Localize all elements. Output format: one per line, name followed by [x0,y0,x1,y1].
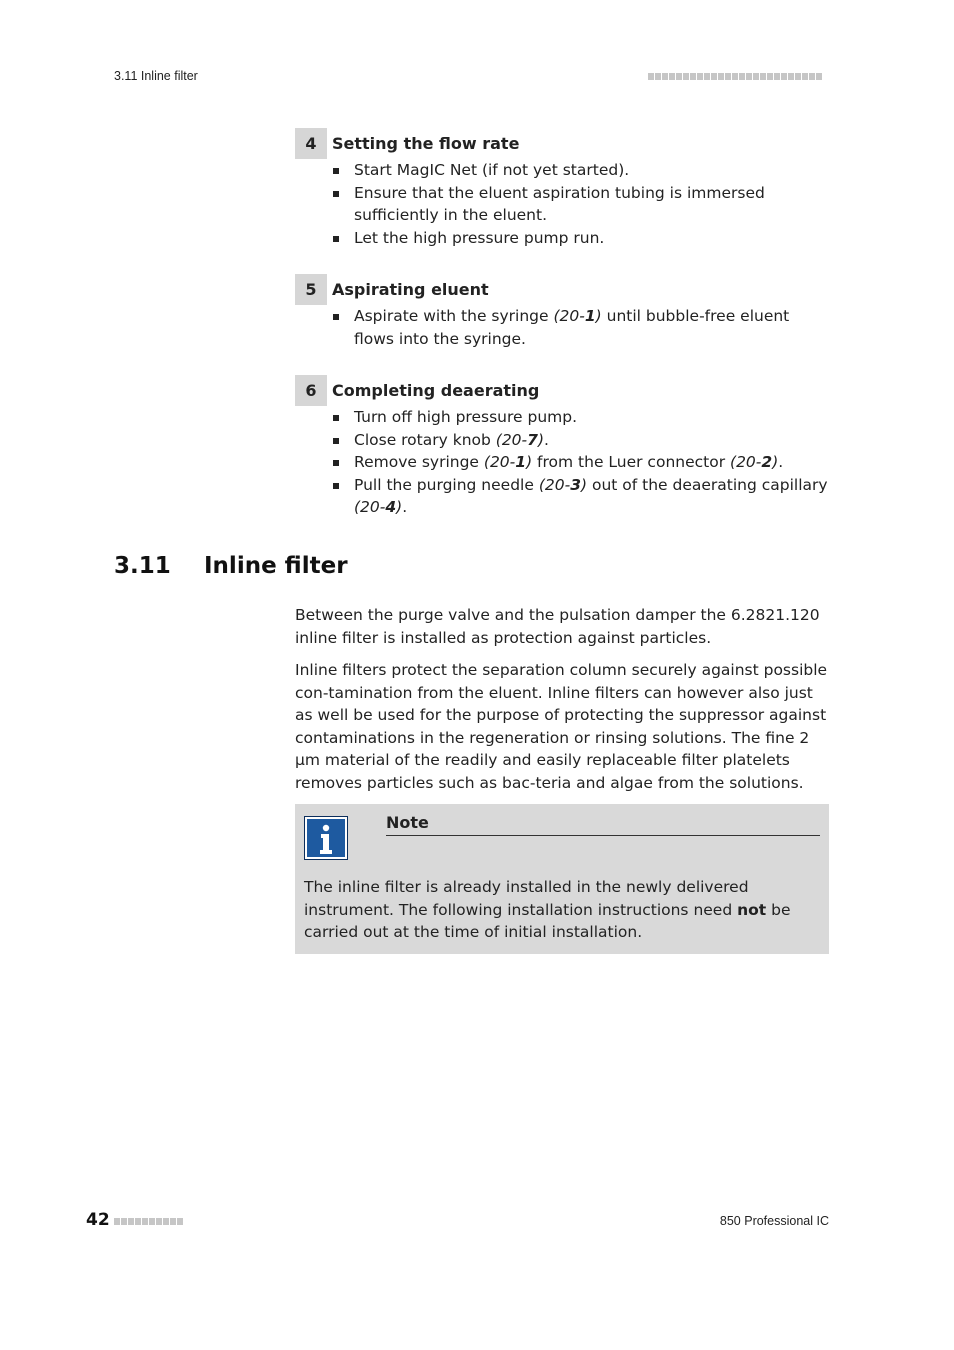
list-item: Close rotary knob (20-7). [295,429,829,452]
list-item: Pull the purging needle (20-3) out of the deaerating capillary (20-4). [295,474,829,519]
info-icon [304,816,348,860]
note-text: The inline filter is already installed in the newly delivered instrument. The following installation instructions need not be carried out at the time of initial installation. [304,878,791,941]
step-number: 5 [295,274,327,305]
section-heading [114,553,348,579]
note-title: Note [386,813,820,836]
section-number: 3.11 [114,553,171,579]
list-item: Ensure that the eluent aspiration tubing is immersed sufficiently in the eluent. [295,182,829,227]
step-title: Completing deaerating [332,381,540,400]
step-title: Setting the flow rate [332,134,520,153]
step-5 [295,274,829,350]
paragraph: Between the purge valve and the pulsation damper the 6.2821.120 inline filter is installed as protection against particles. [295,606,820,647]
figure-reference: (20-2) [730,453,779,471]
step-number: 4 [295,128,327,159]
running-header-section: 3.11 Inline filter [114,69,198,83]
note-box [295,804,829,954]
step-4 [295,128,829,249]
figure-reference: (20-4) [354,498,403,516]
paragraph: Inline filters protect the separation column securely against possible con-tamination from the eluent. Inline filters can however also just as well be used for the purpose of protecting the suppressor against contaminations in the regeneration or rinsing solutions. The fine 2 µm material of the readily and easily replaceable filter platelets removes particles such as bac-teria and algae from the solutions. [295,661,828,792]
step-title: Aspirating eluent [332,280,489,299]
list-item: Turn off high pressure pump. [295,406,829,429]
page-number: 42 [86,1210,110,1230]
list-item: Remove syringe (20-1) from the Luer connector (20-2). [295,451,829,474]
list-item: Let the high pressure pump run. [295,227,829,250]
header-decoration-dots [648,73,822,80]
section-title: Inline filter [204,553,348,579]
footer-product-name: 850 Professional IC [719,1214,829,1228]
figure-reference: (20-3) [538,475,588,494]
figure-reference: (20-1) [483,453,533,471]
figure-reference: (20-1) [553,307,602,325]
figure-reference: (20-7) [495,430,544,449]
step-number: 6 [295,375,327,406]
footer-decoration-dots [114,1218,183,1225]
list-item: Aspirate with the syringe (20-1) until bubble-free eluent flows into the syringe. [295,305,829,350]
step-6 [295,375,829,519]
list-item: Start MagIC Net (if not yet started). [295,159,829,182]
